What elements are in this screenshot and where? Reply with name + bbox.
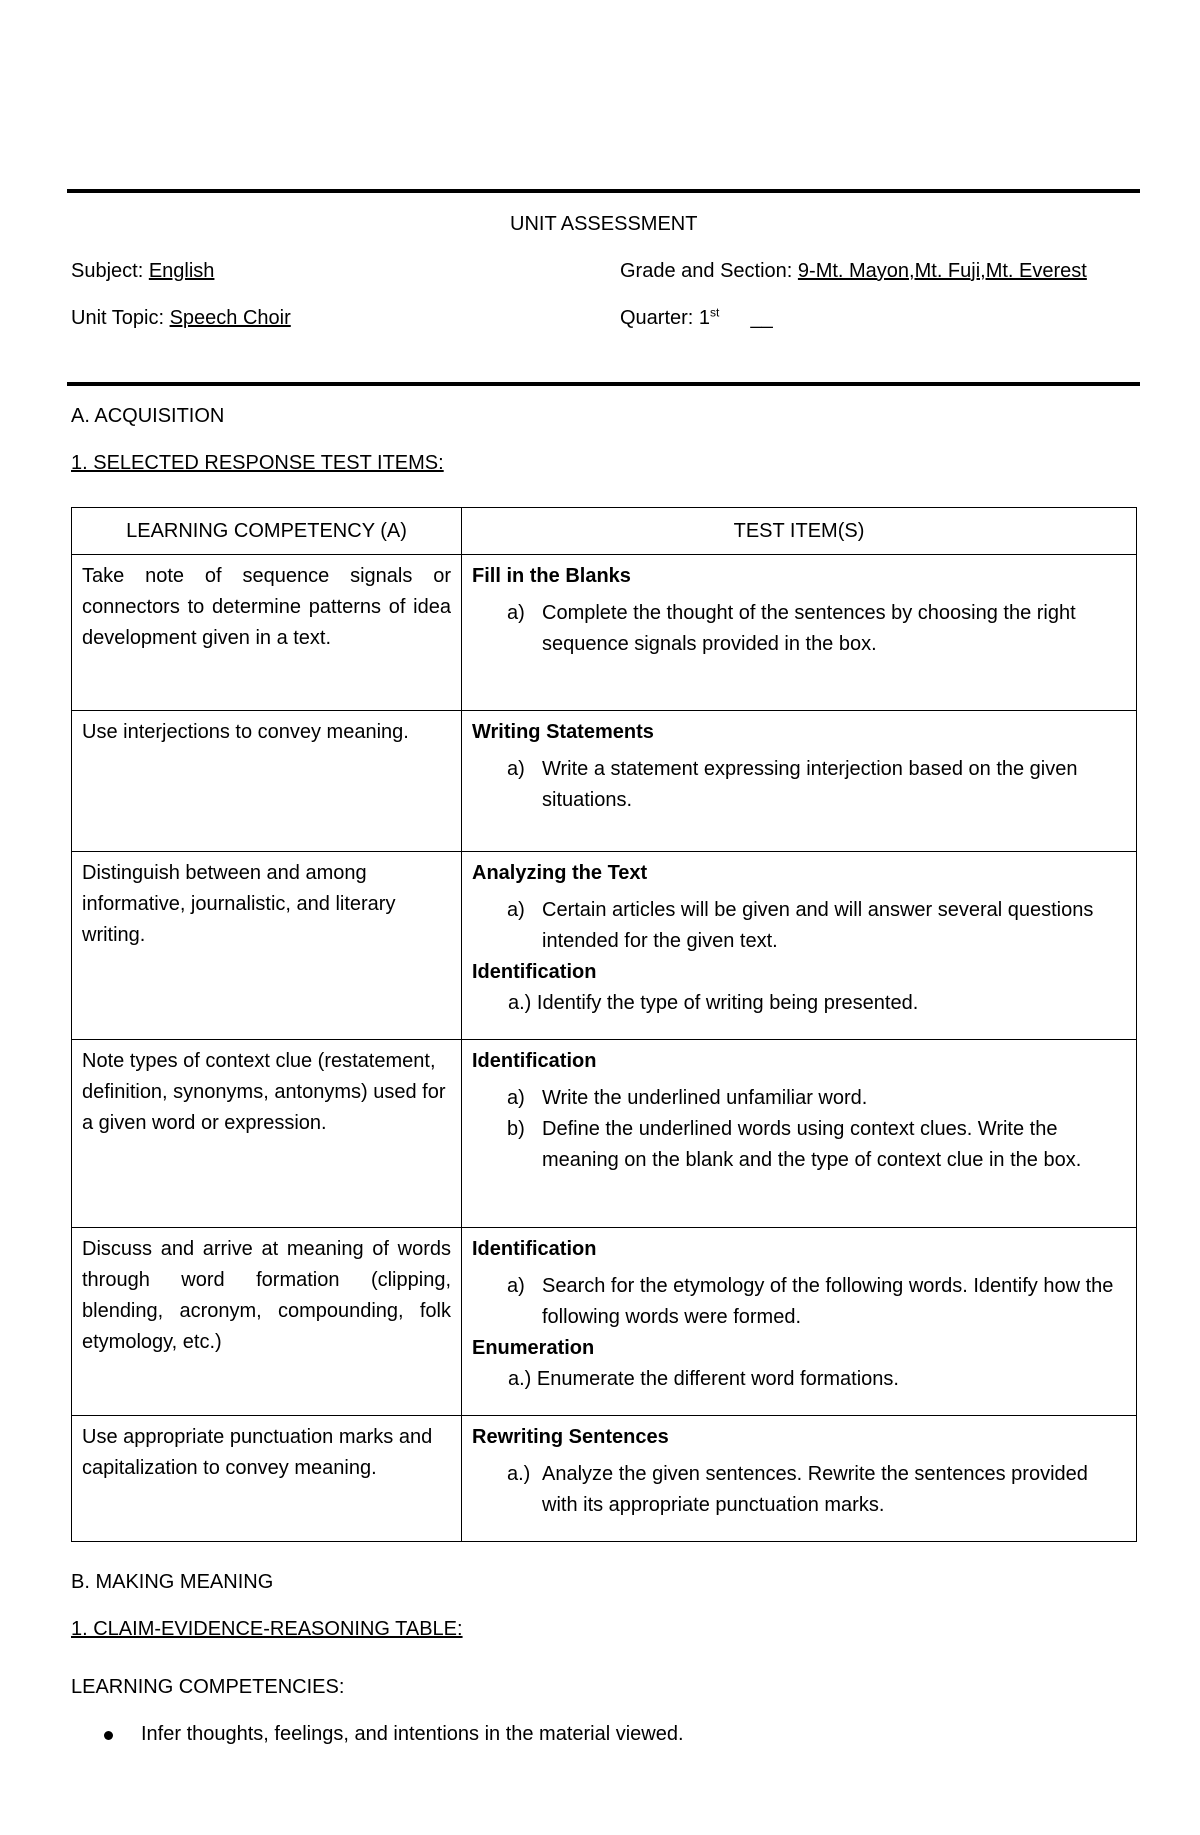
item-title: Identification bbox=[472, 1238, 597, 1260]
test-item-cell bbox=[462, 1040, 1137, 1228]
test-item-cell bbox=[462, 711, 1137, 852]
list-item: a) Certain articles will be given and will answer several questions intended for the given text. bbox=[507, 899, 1094, 952]
table-row bbox=[72, 1228, 1137, 1416]
test-item-cell bbox=[462, 1228, 1137, 1416]
test-item-cell bbox=[462, 852, 1137, 1040]
item-subtitle: Identification bbox=[472, 961, 597, 983]
page-title: UNIT ASSESSMENT bbox=[510, 213, 698, 235]
item-extra: a.) Enumerate the different word formations. bbox=[508, 1368, 899, 1390]
item-subtitle: Enumeration bbox=[472, 1337, 595, 1359]
table-row bbox=[72, 711, 1137, 852]
topic-value: Speech Choir bbox=[169, 307, 291, 329]
competency-cell: Note types of context clue (restatement, definition, synonyms, antonyms) used for a given word or expression. bbox=[72, 1040, 462, 1228]
quarter-line bbox=[620, 306, 773, 330]
section-a-heading: A. ACQUISITION bbox=[71, 405, 225, 427]
quarter-sup: st bbox=[710, 305, 720, 320]
competency-bullet-item: Infer thoughts, feelings, and intentions in the material viewed. bbox=[141, 1723, 684, 1745]
grade-value: 9-Mt. Mayon,Mt. Fuji,Mt. Everest bbox=[797, 260, 1087, 282]
quarter-blank: __ bbox=[750, 307, 773, 329]
section-b-subheading: 1. CLAIM-EVIDENCE-REASONING TABLE: bbox=[71, 1618, 463, 1640]
subject-value: English bbox=[148, 260, 215, 282]
list-item: a) Write a statement expressing interjection based on the given situations. bbox=[507, 758, 1078, 811]
top-rule bbox=[67, 189, 1140, 193]
test-item-cell bbox=[462, 1416, 1137, 1542]
item-list bbox=[472, 754, 1126, 816]
grade-label: Grade and Section: bbox=[620, 260, 793, 282]
quarter-value: 1 bbox=[698, 307, 711, 329]
item-title: Rewriting Sentences bbox=[472, 1426, 669, 1448]
item-title: Writing Statements bbox=[472, 721, 654, 743]
list-item: a) Complete the thought of the sentences by choosing the right sequence signals provided in the box. bbox=[507, 602, 1076, 655]
subject-label: Subject: bbox=[71, 260, 144, 282]
table-row bbox=[72, 555, 1137, 711]
item-list bbox=[472, 1083, 1126, 1176]
item-list bbox=[472, 598, 1126, 660]
item-title: Identification bbox=[472, 1050, 597, 1072]
list-item: a.) Analyze the given sentences. Rewrite the sentences provided with its appropriate punctuation marks. bbox=[507, 1463, 1088, 1516]
table-row bbox=[72, 852, 1137, 1040]
competency-cell: Discuss and arrive at meaning of words through word formation (clipping, blending, acronym, compounding, folk etymology, etc.) bbox=[72, 1228, 462, 1416]
topic-line bbox=[71, 306, 291, 330]
list-item: a) Write the underlined unfamiliar word. bbox=[507, 1087, 868, 1109]
col-header-test-items: TEST ITEM(S) bbox=[462, 508, 1137, 555]
table-row bbox=[72, 1040, 1137, 1228]
competency-cell: Use appropriate punctuation marks and capitalization to convey meaning. bbox=[72, 1416, 462, 1542]
table-row bbox=[72, 1416, 1137, 1542]
competencies-label: LEARNING COMPETENCIES: bbox=[71, 1676, 345, 1698]
section-a-subheading: 1. SELECTED RESPONSE TEST ITEMS: bbox=[71, 452, 444, 474]
grade-line bbox=[620, 259, 1087, 283]
list-item: a) Search for the etymology of the following words. Identify how the following words were formed. bbox=[507, 1275, 1114, 1328]
col-header-competency: LEARNING COMPETENCY (A) bbox=[72, 508, 462, 555]
item-list bbox=[472, 1271, 1126, 1333]
header-rule bbox=[67, 382, 1140, 386]
competency-cell: Use interjections to convey meaning. bbox=[72, 711, 462, 852]
item-title: Fill in the Blanks bbox=[472, 565, 631, 587]
item-title: Analyzing the Text bbox=[472, 862, 648, 884]
topic-label: Unit Topic: bbox=[71, 307, 165, 329]
list-item: b) Define the underlined words using context clues. Write the meaning on the blank and the type of context clue in the box. bbox=[507, 1118, 1082, 1171]
quarter-label: Quarter: bbox=[620, 307, 694, 329]
table-header-row bbox=[72, 508, 1137, 555]
item-list bbox=[472, 895, 1126, 957]
item-extra: a.) Identify the type of writing being presented. bbox=[508, 992, 919, 1014]
subject-line bbox=[71, 259, 214, 283]
test-item-cell bbox=[462, 555, 1137, 711]
competency-cell: Take note of sequence signals or connectors to determine patterns of idea development given in a text. bbox=[72, 555, 462, 711]
section-b-heading: B. MAKING MEANING bbox=[71, 1571, 274, 1593]
bullet-dot-icon bbox=[104, 1731, 113, 1740]
test-items-table bbox=[71, 507, 1137, 1542]
item-list bbox=[472, 1459, 1126, 1521]
competency-cell: Distinguish between and among informative, journalistic, and literary writing. bbox=[72, 852, 462, 1040]
